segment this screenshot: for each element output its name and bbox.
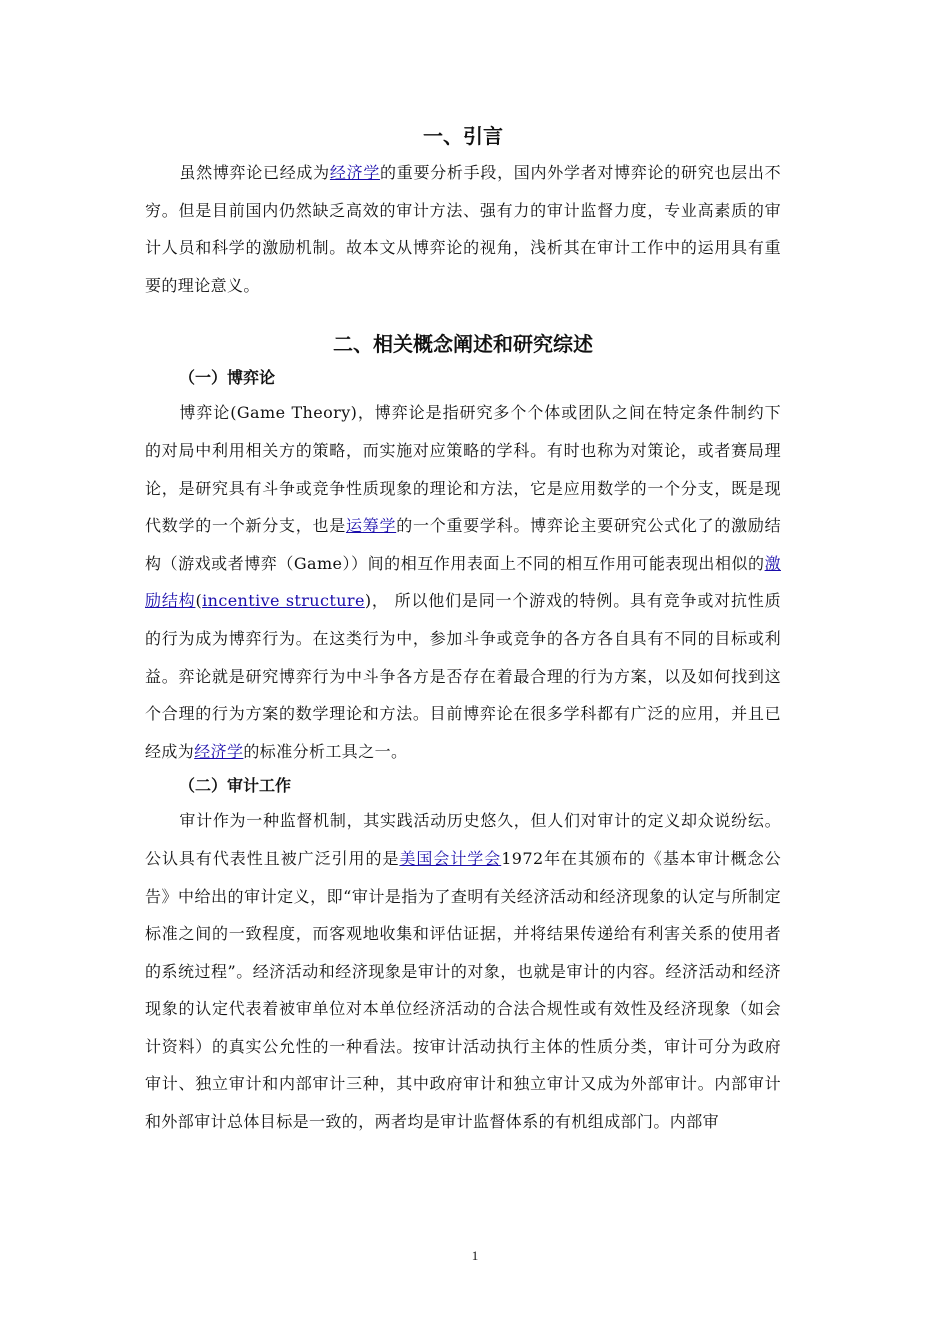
page-number: 1 bbox=[471, 1248, 479, 1263]
subsection-heading-game-theory: （一）博弈论 bbox=[179, 368, 276, 388]
game-theory-paragraph bbox=[145, 394, 781, 770]
link-incentive-structure-cn[interactable]: 激励结构 bbox=[145, 553, 781, 611]
text-run: ( bbox=[195, 591, 203, 611]
text-run: 虽然博弈论已经成为 bbox=[179, 163, 330, 182]
section-heading-introduction: 一、引言 bbox=[423, 124, 503, 148]
link-incentive-structure-en[interactable]: incentive structure bbox=[202, 591, 365, 611]
link-economics[interactable]: 经济学 bbox=[329, 163, 381, 182]
term-incentive-mechanism: 激励机制 bbox=[262, 238, 330, 258]
text-run: 的标准分析工具之一。 bbox=[243, 741, 408, 761]
document-body bbox=[145, 118, 781, 1141]
text-run: 。故本文从博弈论的视角，浅析其在审计工作中的运用具有重要的理论意义。 bbox=[145, 238, 781, 295]
text-run: )， 所以他们是同一个游戏的特例。具有竞争或对抗性质的行为成为博弈行为。在这类行为中，参加斗争或竞争的各方各自具有不同的目标或利益。弈论就是研究博弈行为中斗争各方是否存在着最合理的行为方案，以及如何找到这个合理的行为方案的数学理论和方法。目前博弈论在很多学科都有广泛的应用，并且已经成为 bbox=[145, 591, 781, 761]
text-run: 审计作为一种监督机制，其实践活动历史悠久，但人们对审计的定义却众说纷纭。公认具有代表性且被广泛引用的是 bbox=[145, 811, 781, 868]
subsection-heading-audit-work: （二）审计工作 bbox=[179, 776, 292, 796]
link-operations-research[interactable]: 运筹学 bbox=[345, 516, 397, 536]
link-economics-2[interactable]: 经济学 bbox=[194, 741, 244, 761]
text-run: 的一个重要学科。博弈论主要研究公式化了的激励结构（游戏或者博弈（Game））间的相互作用表面上不同的相互作用可能表现出相似的 bbox=[145, 516, 782, 573]
text-run: 博弈论(Game Theory)，博弈论是指研究多个个体或团队之间在特定条件制约下的对局中利用相关方的策略，而实施对应策略的学科。有时也称为对策论，或者赛局理论，是研究具有斗争或竞争性质现象的理论和方法，它是应用数学的一个分支，既是现代数学的一个新分支，也是 bbox=[145, 403, 781, 536]
link-american-accounting-association[interactable]: 美国会计学会 bbox=[399, 848, 502, 868]
intro-paragraph bbox=[145, 154, 781, 304]
section-heading-concepts: 二、相关概念阐述和研究综述 bbox=[333, 332, 593, 357]
text-run: 的重要分析手段，国内外学者对博弈论的研究也层出不穷。但是目前国内仍然缺乏高效的审计方法、强有力的审计监督力度，专业高素质的审计人员和科学的 bbox=[145, 163, 781, 258]
text-run: 1972年在其颁布的《基本审计概念公告》中给出的审计定义，即“审计是指为了查明有关经济活动和经济现象的认定与所制定标准之间的一致程度，而客观地收集和评估证据，并将结果传递给有利害关系的使用者的系统过程”。经济活动和经济现象是审计的对象，也就是审计的内容。经济活动和经济现象的认定代表着被审单位对本单位经济活动的合法合规性或有效性及经济现象（如会计资料）的真实公允性的一种看法。按审计活动执行主体的性质分类，审计可分为政府审计、独立审计和内部审计三种，其中政府审计和独立审计又成为外部审计。内部审计和外部审计总体目标是一致的，两者均是审计监督体系的有机组成部门。内部审 bbox=[145, 848, 782, 1132]
audit-paragraph bbox=[145, 802, 781, 1140]
